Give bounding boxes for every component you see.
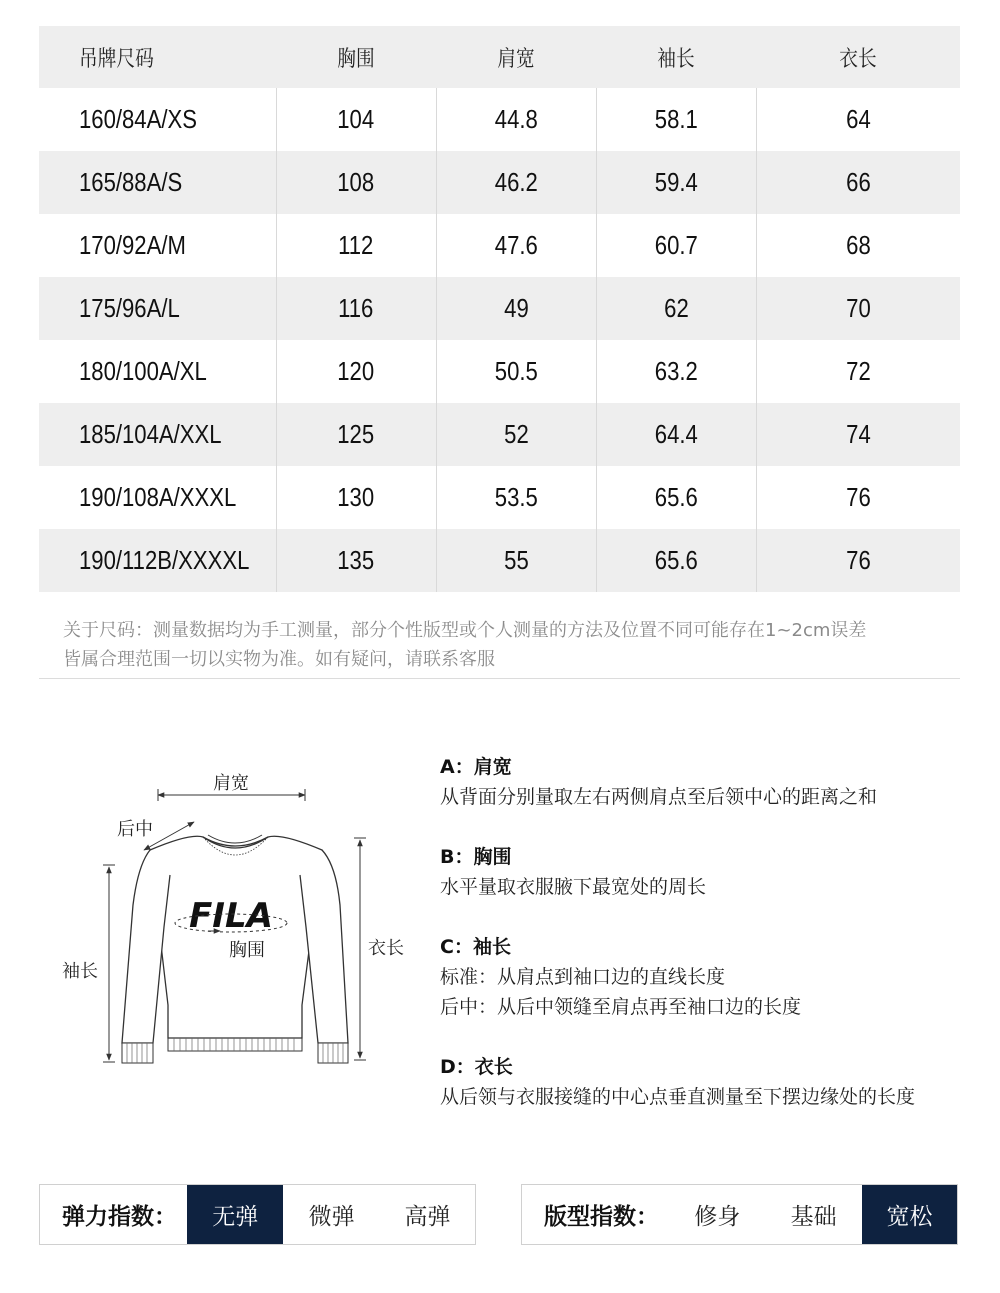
- elasticity-option-slight[interactable]: 微弹: [308, 1204, 355, 1230]
- cell-size: 180/100A/XL: [39, 340, 276, 403]
- elasticity-index: [39, 1184, 476, 1245]
- table-row: [39, 151, 960, 214]
- definition-text: 后中：从后中领缝至肩点再至袖口边的长度: [440, 996, 802, 1018]
- cell-chest: 112: [276, 214, 436, 277]
- cell-size: 185/104A/XXL: [39, 403, 276, 466]
- cell-chest: 130: [276, 466, 436, 529]
- definition-text: 从后领与衣服接缝的中心点垂直测量至下摆边缘处的长度: [440, 1086, 916, 1108]
- fit-index: [521, 1184, 958, 1245]
- table-row: [39, 403, 960, 466]
- cell-shoulder: 47.6: [436, 214, 596, 277]
- header-size: 吊牌尺码: [39, 26, 276, 88]
- definition-title: C：袖长: [440, 936, 511, 958]
- table-row: [39, 214, 960, 277]
- cell-length: 66: [756, 151, 960, 214]
- label-shoulder: 肩宽: [213, 773, 249, 794]
- table-header-row: [39, 26, 960, 88]
- cell-shoulder: 46.2: [436, 151, 596, 214]
- cell-length: 76: [756, 529, 960, 592]
- fit-option-regular[interactable]: 基础: [790, 1204, 837, 1230]
- label-back-center: 后中: [117, 819, 153, 840]
- cell-sleeve: 65.6: [596, 466, 756, 529]
- cell-sleeve: 60.7: [596, 214, 756, 277]
- label-chest: 胸围: [229, 940, 265, 961]
- cell-shoulder: 52: [436, 403, 596, 466]
- cell-shoulder: 55: [436, 529, 596, 592]
- cell-size: 165/88A/S: [39, 151, 276, 214]
- cell-chest: 120: [276, 340, 436, 403]
- cell-size: 175/96A/L: [39, 277, 276, 340]
- sweatshirt-illustration: [40, 755, 430, 1095]
- cell-chest: 104: [276, 88, 436, 151]
- cell-size: 160/84A/XS: [39, 88, 276, 151]
- label-sleeve: 袖长: [62, 961, 98, 982]
- cell-length: 68: [845, 230, 871, 260]
- cell-size: 190/112B/XXXXL: [39, 529, 276, 592]
- cell-shoulder: 49: [436, 277, 596, 340]
- cell-chest: 135: [276, 529, 436, 592]
- size-table: [39, 26, 960, 592]
- definition-text: 水平量取衣服腋下最宽处的周长: [440, 876, 707, 898]
- definition-chest: [440, 842, 980, 902]
- fit-option-loose[interactable]: 宽松: [862, 1185, 957, 1244]
- elasticity-option-high[interactable]: 高弹: [404, 1204, 451, 1230]
- label-length: 衣长: [368, 938, 404, 959]
- cell-length: 70: [756, 277, 960, 340]
- cell-sleeve: 58.1: [596, 88, 756, 151]
- table-row: [39, 277, 960, 340]
- definition-text: 标准：从肩点到袖口边的直线长度: [440, 966, 726, 988]
- cell-shoulder: 53.5: [436, 466, 596, 529]
- cell-length: 74: [756, 403, 960, 466]
- table-row: [39, 340, 960, 403]
- size-note: [63, 616, 963, 674]
- cell-chest: 116: [276, 277, 436, 340]
- cell-sleeve: 62: [596, 277, 756, 340]
- size-note-line: 皆属合理范围一切以实物为准。如有疑问，请联系客服: [63, 649, 495, 670]
- cell-sleeve: 59.4: [596, 151, 756, 214]
- fila-logo-text: FILA: [189, 896, 273, 936]
- table-row: [39, 88, 960, 151]
- measurement-diagram: [40, 755, 430, 1095]
- measurement-definitions: [440, 752, 980, 1142]
- cell-length: 72: [845, 356, 871, 386]
- definition-title: A：肩宽: [440, 756, 512, 778]
- definition-text: 从背面分别量取左右两侧肩点至后领中心的距离之和: [440, 786, 878, 808]
- definition-sleeve: [440, 932, 980, 1022]
- elasticity-label: 弹力指数：: [62, 1204, 177, 1230]
- header-sleeve: 袖长: [596, 26, 756, 88]
- cell-length: 64: [845, 104, 871, 134]
- size-note-line: 关于尺码：测量数据均为手工测量，部分个性版型或个人测量的方法及位置不同可能存在1~2cm误差: [63, 620, 867, 641]
- cell-sleeve: 63.2: [596, 340, 756, 403]
- divider: [39, 678, 960, 679]
- cell-sleeve: 65.6: [596, 529, 756, 592]
- cell-size: 190/108A/XXXL: [39, 466, 276, 529]
- cell-chest: 125: [276, 403, 436, 466]
- fit-label: 版型指数：: [544, 1204, 659, 1230]
- cell-length: 76: [845, 482, 871, 512]
- definition-title: D：衣长: [440, 1056, 513, 1078]
- cell-size: 170/92A/M: [39, 214, 276, 277]
- header-chest: 胸围: [276, 26, 436, 88]
- table-row: [39, 466, 960, 529]
- elasticity-option-none[interactable]: 无弹: [187, 1185, 283, 1244]
- cell-chest: 108: [276, 151, 436, 214]
- cell-shoulder: 50.5: [436, 340, 596, 403]
- definition-length: [440, 1052, 980, 1112]
- cell-shoulder: 44.8: [436, 88, 596, 151]
- definition-shoulder: [440, 752, 980, 812]
- cell-sleeve: 64.4: [596, 403, 756, 466]
- header-length: 衣长: [756, 26, 960, 88]
- header-shoulder: 肩宽: [436, 26, 596, 88]
- fit-option-slim[interactable]: 修身: [694, 1204, 741, 1230]
- definition-title: B：胸围: [440, 846, 512, 868]
- table-row: [39, 529, 960, 592]
